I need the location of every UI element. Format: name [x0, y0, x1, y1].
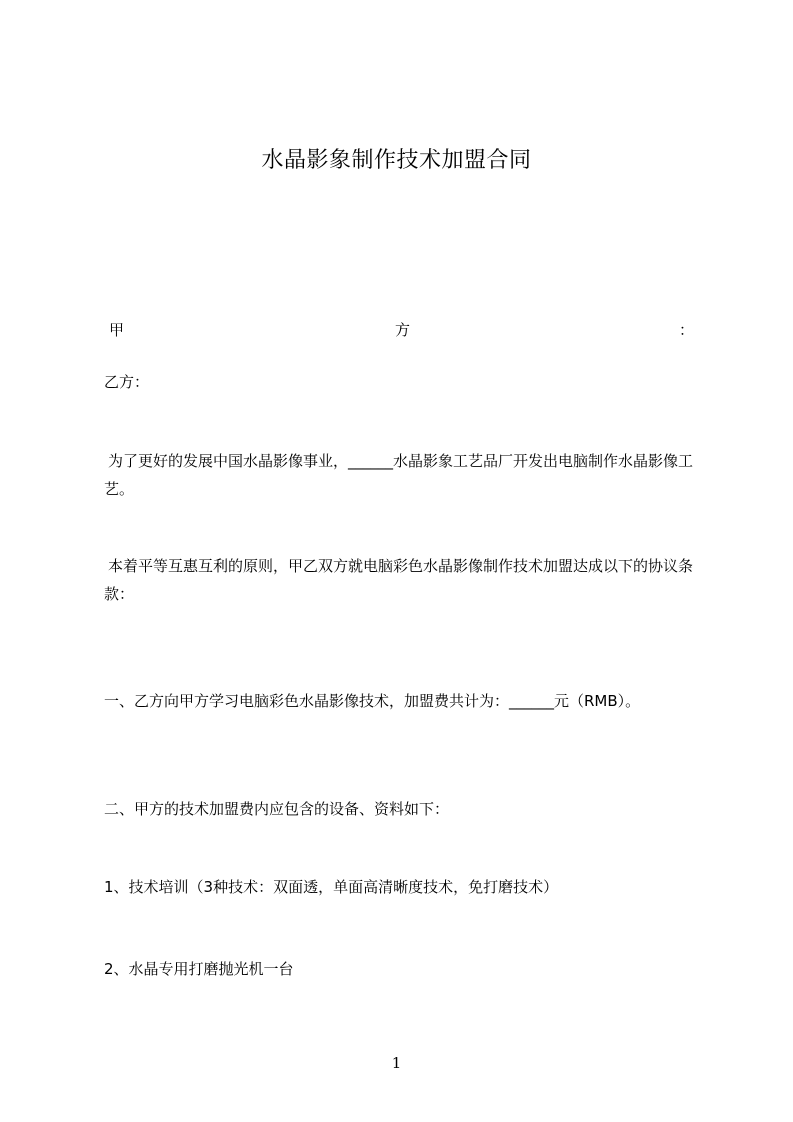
paragraph-intro: 为了更好的发展中国水晶影像事业，______水晶影象工艺品厂开发出电脑制作水晶影像工艺。 [104, 452, 694, 498]
party-a-char-1: 甲 [109, 321, 125, 339]
party-b-line: 乙方： [104, 373, 150, 391]
page-number: 1 [391, 1054, 402, 1072]
party-a-char-2: 方 [395, 321, 411, 339]
document-title: 水晶影象制作技术加盟合同 [261, 148, 532, 173]
clause-1: 一、乙方向甲方学习电脑彩色水晶影像技术，加盟费共计为：______元（RMB）。 [104, 692, 641, 710]
party-a-line [104, 316, 694, 344]
item-1: 1、技术培训（3种技术：双面透，单面高清晰度技术，免打磨技术） [104, 878, 559, 896]
clause-2: 二、甲方的技术加盟费内应包含的设备、资料如下： [104, 800, 450, 818]
item-2: 2、水晶专用打磨抛光机一台 [104, 960, 294, 978]
party-a-colon: ： [678, 321, 694, 339]
paragraph-principle: 本着平等互惠互利的原则，甲乙双方就电脑彩色水晶影像制作技术加盟达成以下的协议条款： [104, 557, 694, 603]
